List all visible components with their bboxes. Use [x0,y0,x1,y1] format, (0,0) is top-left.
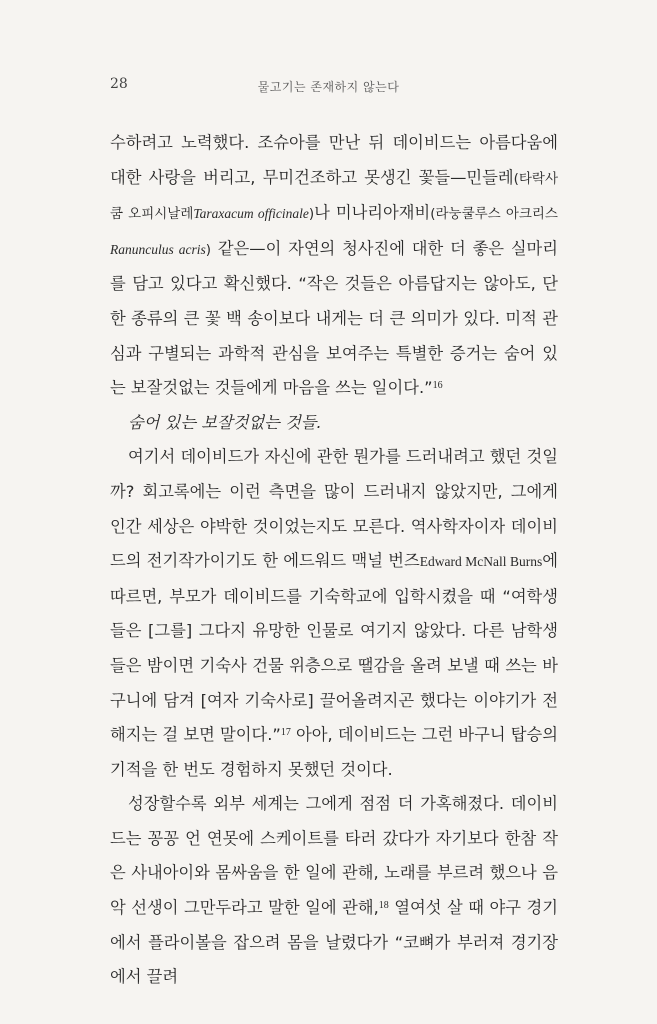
text-run: 열여섯 살 때 야구 경기에서 플라이볼을 잡으려 몸을 날렸다가 “코뼈가 부러져 경기장에서 끌려 [110,898,558,987]
paragraph-1 [110,126,558,406]
text-run: (라눙쿨루스 아크리스 [430,206,558,223]
text-run: ) [205,241,212,258]
text-run: 같은—이 자연의 청사진에 대한 더 좋은 실마리를 담고 있다고 확신했다. “작은 것들은 아름답지는 않아도, 단 한 종류의 큰 꽃 백 송이보다 내게는 더 큰 의미가 있다. 미적 관심과 구별되는 과학적 관심을 보여주는 특별한 증거는 숨어 있는 보잘것없는 것들에게 마음을 쓰는 일이다.” [110,238,559,398]
footnote-ref: 18 [378,900,389,912]
text-run: 수하려고 노력했다. 조슈아를 만난 뒤 데이비드는 아름다움에 대한 사랑을 버리고, 무미건조하고 못생긴 꽃들—민들레 [110,133,558,187]
text-run: 나 미나리아재비 [314,203,431,223]
page-number: 28 [110,76,128,92]
text-run: 성장할수록 외부 세계는 그에게 점점 더 가혹해졌다. 데이비드는 꽁꽁 언 연못에 스케이트를 타러 갔다가 자기보다 한참 작은 사내아이와 몸싸움을 한 일에 관해, 노래를 부르려 했으나 음악 선생이 그만두라고 말한 일에 관해, [110,794,558,918]
text-run: 여기서 데이비드가 자신에 관한 뭔가를 드러내려고 했던 것일까? 회고록에는 이런 측면을 많이 드러내지 않았지만, 그에게 인간 세상은 야박한 것이었는지도 모른다. 역사학자이자 데이비드의 전기작가이기도 한 에드워드 맥널 번즈 [110,447,558,571]
text-run: (타락사쿰 오피시날레 [110,170,558,223]
text-run: 에 따르면, 부모가 데이비드를 기숙학교에 입학시켰을 때 “여학생들은 [그를] 그다지 유망한 인물로 여기지 않았다. 다른 남학생들은 밤이면 기숙사 건물 위층으로 땔감을 올려 보낼 때 쓰는 바구니에 담겨 [여자 기숙사로] 끌어올려지곤 했다는 이야기가 전해지는 걸 보면 말이다.” [110,551,558,745]
scientific-name: Ranunculus acris [110,241,206,257]
italic-quote: 숨어 있는 보잘것없는 것들. [128,412,322,432]
scientific-name: Taraxacum officinale [193,206,309,222]
text-run: 아아, 데이비드는 그런 바구니 탑승의 기적을 한 번도 경험하지 못했던 것이다. [110,725,558,779]
paragraph-4 [110,787,558,995]
footnote-ref: 16 [432,380,443,392]
text-run: ) [308,206,315,223]
english-name: Edward McNall Burns [419,554,543,570]
running-head: 물고기는 존재하지 않는다 [257,80,400,94]
paragraph-3 [110,440,558,787]
footnote-ref: 17 [280,727,291,739]
paragraph-2 [110,406,558,441]
body-text [110,126,558,995]
